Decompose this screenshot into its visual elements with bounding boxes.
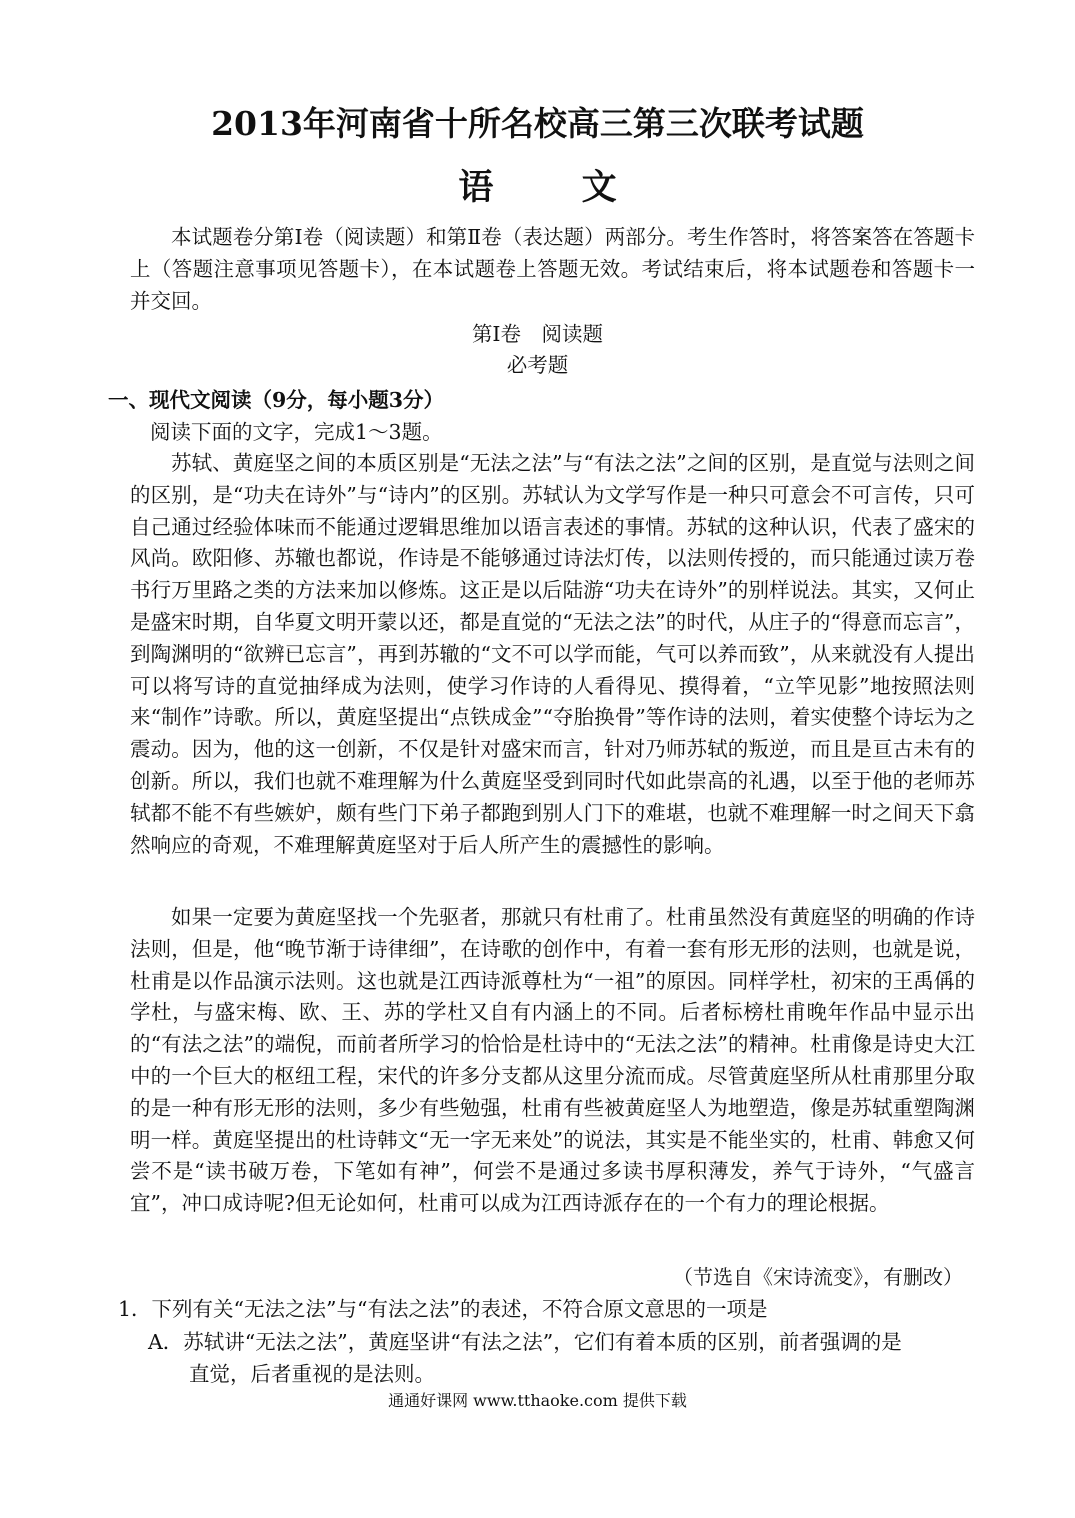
- question-1-option-a: [148, 1326, 978, 1390]
- question-1-stem: 1．下列有关“无法之法”与“有法之法”的表述，不符合原文意思的一项是: [118, 1297, 768, 1321]
- exam-title: 2013年河南省十所名校高三第三次联考试题: [211, 104, 864, 143]
- subject-title: 语 文: [458, 167, 655, 208]
- option-a-line-2: 直觉，后者重视的是法则。: [189, 1362, 435, 1386]
- footer-download-note: 通通好课网 www.tthaoke.com 提供下载: [388, 1391, 687, 1410]
- passage-source: （节选自《宋诗流变》，有删改）: [673, 1265, 963, 1289]
- part-heading: 第Ⅰ卷 阅读题: [471, 322, 604, 346]
- intro-paragraph: 本试题卷分第Ⅰ卷（阅读题）和第Ⅱ卷（表达题）两部分。考生作答时，将答案答在答题卡上（答题注意事项见答题卡），在本试题卷上答题无效。考试结束后，将本试题卷和答题卡一并交回。: [130, 225, 975, 313]
- instruction-text: 阅读下面的文字，完成1～3题。: [150, 420, 443, 444]
- section-heading: 一、现代文阅读（9分，每小题3分）: [108, 388, 445, 412]
- part-subheading: 必考题: [506, 353, 569, 377]
- passage-paragraph-1: 苏轼、黄庭坚之间的本质区别是“无法之法”与“有法之法”之间的区别，是直觉与法则之间的区别，是“功夫在诗外”与“诗内”的区别。苏轼认为文学写作是一种只可意会不可言传，只可自己通过经验体味而不能通过逻辑思维加以语言表述的事情。苏轼的这种认识，代表了盛宋的风尚。欧阳修、苏辙也都说，作诗是不能够通过诗法灯传，以法则传授的，而只能通过读万卷书行万里路之类的方法来加以修炼。这正是以后陆游“功夫在诗外”的别样说法。其实，又何止是盛宋时期，自华夏文明开蒙以还，都是直觉的“无法之法”的时代，从庄子的“得意而忘言”，到陶渊明的“欲辨已忘言”，再到苏辙的“文不可以学而能，气可以养而致”，从来就没有人提出可以将写诗的直觉抽绎成为法则，使学习作诗的人看得见、摸得着，“立竿见影”地按照法则来“制作”诗歌。所以，黄庭坚提出“点铁成金”“夺胎换骨”等作诗的法则，着实使整个诗坛为之震动。因为，他的这一创新，不仅是针对盛宋而言，针对乃师苏轼的叛逆，而且是亘古未有的创新。所以，我们也就不难理解为什么黄庭坚受到同时代如此崇高的礼遇，以至于他的老师苏轼都不能不有些嫉妒，颇有些门下弟子都跑到别人门下的难堪，也就不难理解一时之间天下翕然响应的奇观，不难理解黄庭坚对于后人所产生的震撼性的影响。: [130, 451, 975, 857]
- passage-paragraph-2: 如果一定要为黄庭坚找一个先驱者，那就只有杜甫了。杜甫虽然没有黄庭坚的明确的作诗法则，但是，他“晚节渐于诗律细”，在诗歌的创作中，有着一套有形无形的法则，也就是说，杜甫是以作品演示法则。这也就是江西诗派尊杜为“一祖”的原因。同样学杜，初宋的王禹偁的学杜，与盛宋梅、欧、王、苏的学杜又自有内涵上的不同。后者标榜杜甫晚年作品中显示出的“有法之法”的端倪，而前者所学习的恰恰是杜诗中的“无法之法”的精神。杜甫像是诗史大江中的一个巨大的枢纽工程，宋代的许多分支都从这里分流而成。尽管黄庭坚所从杜甫那里分取的是一种有形无形的法则，多少有些勉强，杜甫有些被黄庭坚人为地塑造，像是苏轼重塑陶渊明一样。黄庭坚提出的杜诗韩文“无一字无来处”的说法，其实是不能坐实的，杜甫、韩愈又何尝不是“读书破万卷，下笔如有神”，何尝不是通过多读书厚积薄发，养气于诗外，“气盛言宜”，冲口成诗呢?但无论如何，杜甫可以成为江西诗派存在的一个有力的理论根据。: [130, 905, 975, 1216]
- option-a-line-1: A．苏轼讲“无法之法”，黄庭坚讲“有法之法”，它们有着本质的区别，前者强调的是: [148, 1330, 902, 1354]
